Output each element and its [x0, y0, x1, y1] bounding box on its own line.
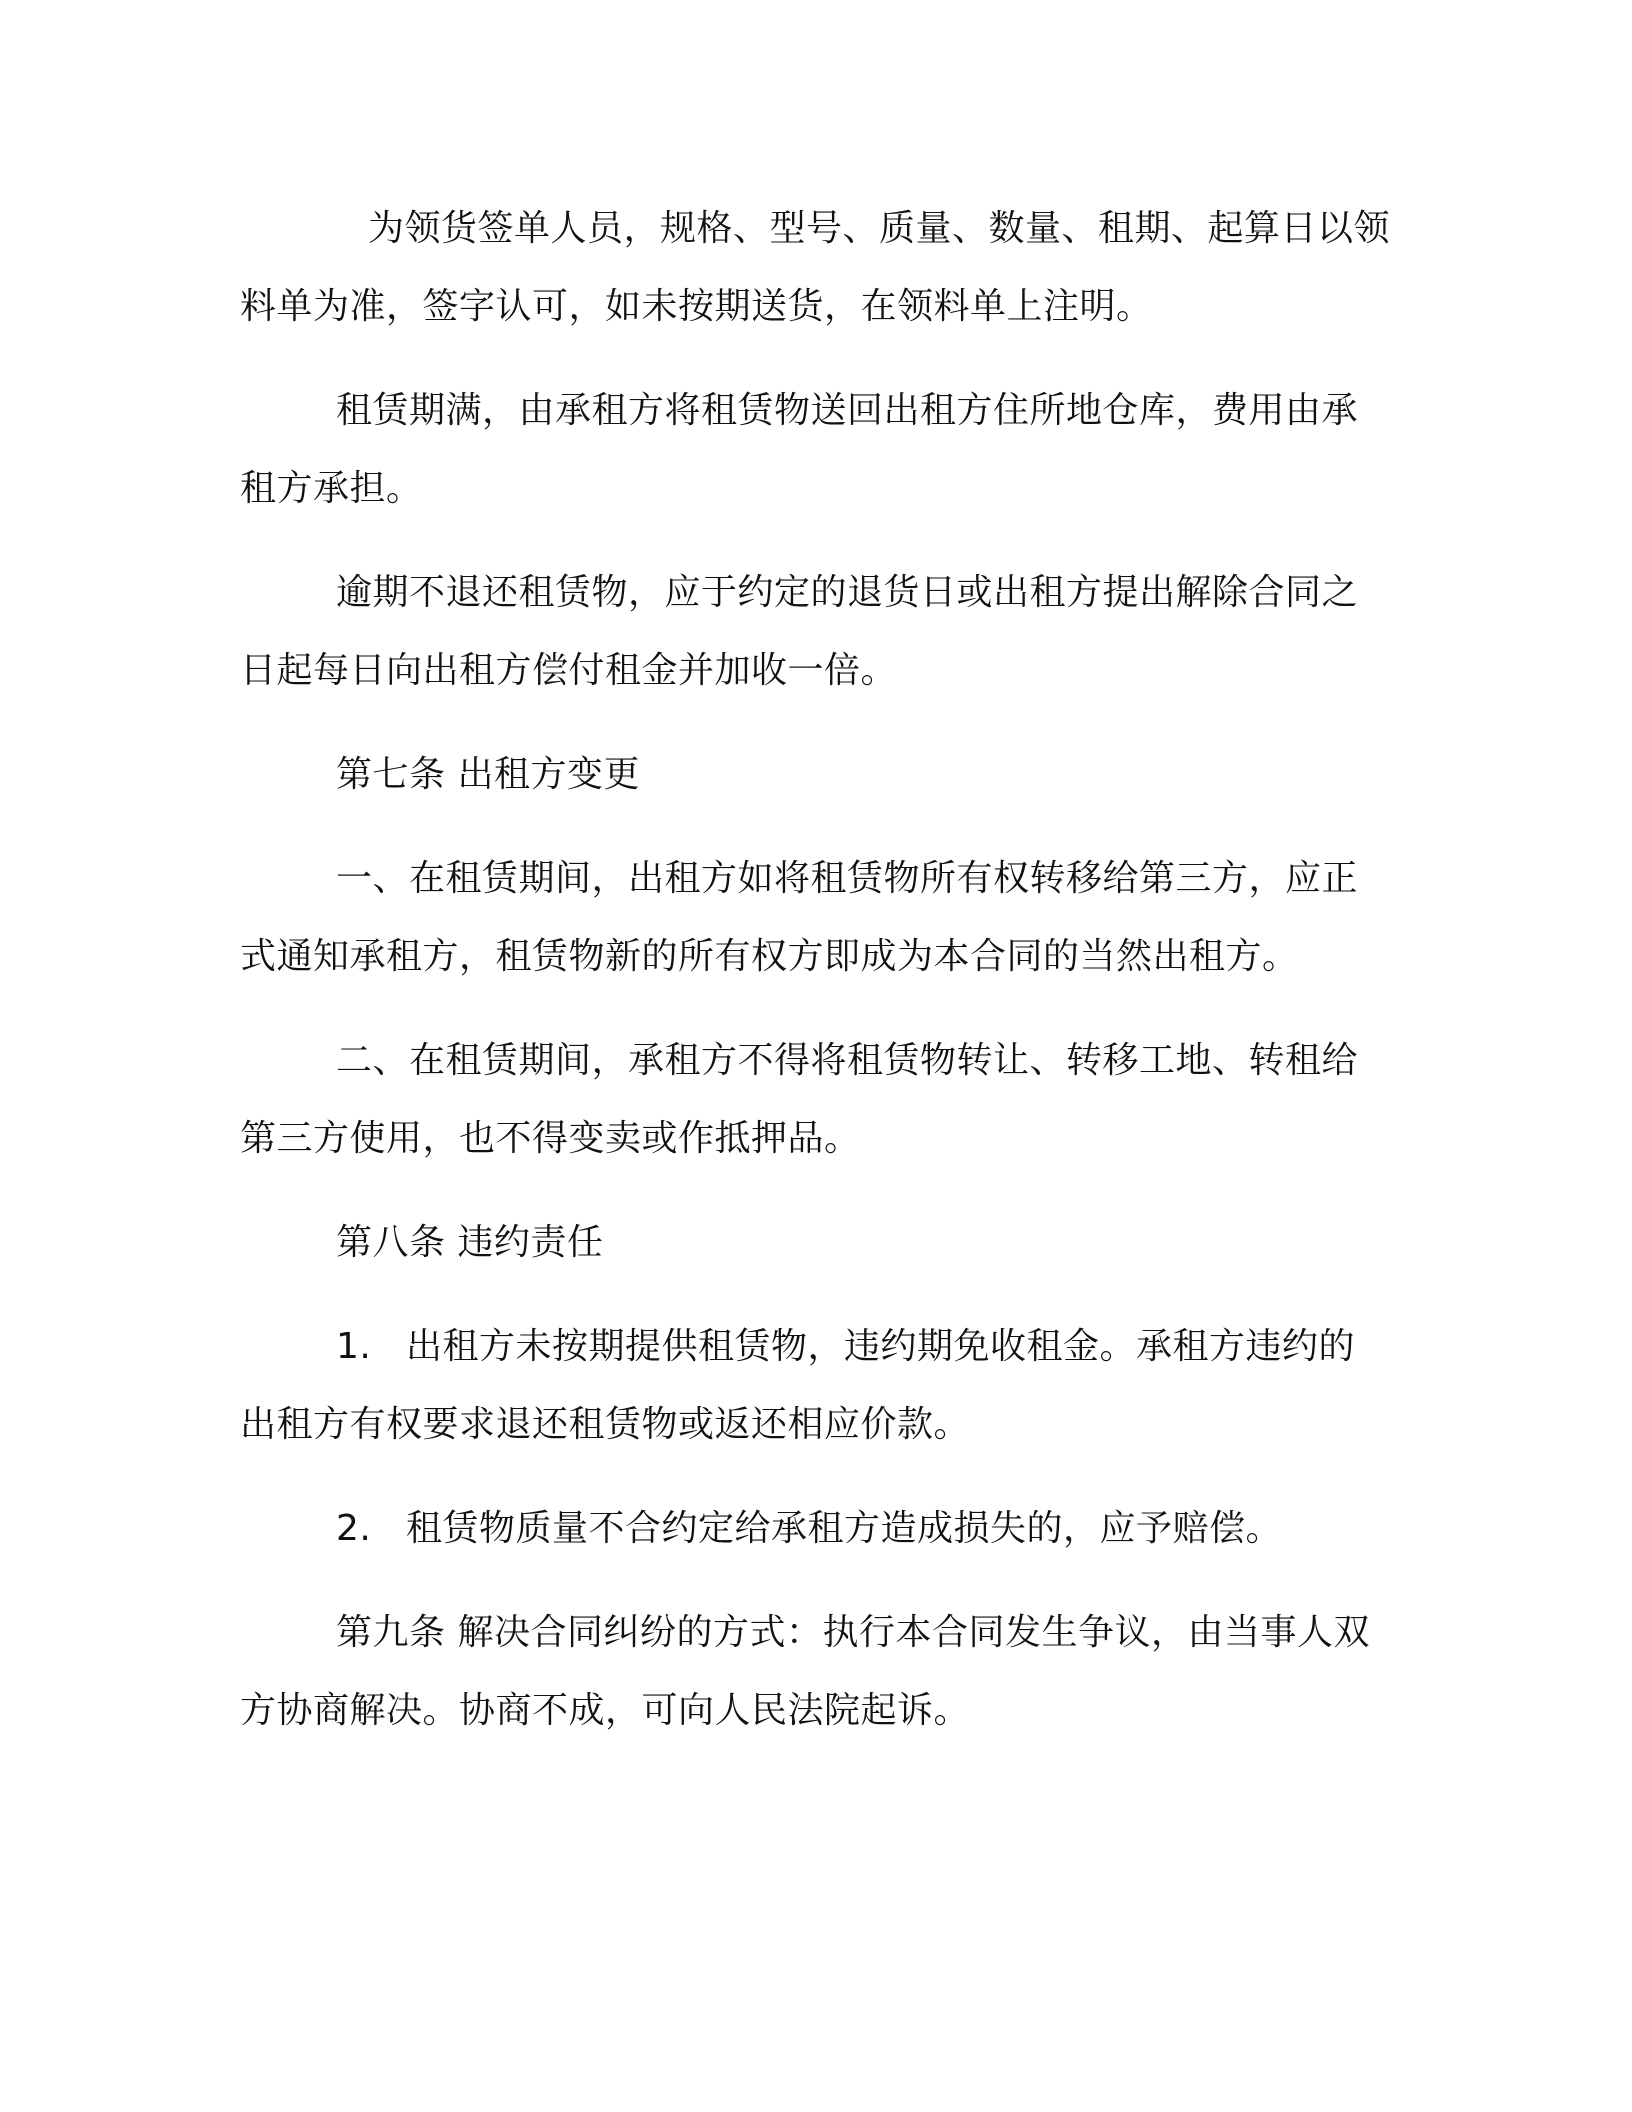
article-9-paragraph: 第九条 解决合同纠纷的方式：执行本合同发生争议，由当事人双方协商解决。协商不成，可向人民法院起诉。: [240, 1612, 1370, 1731]
paragraph-breach-1: [240, 1308, 1390, 1464]
list-number: 1.: [336, 1326, 372, 1367]
paragraph-breach-2: [240, 1490, 1390, 1568]
article-7-heading: 第七条 出租方变更: [336, 754, 640, 795]
article-8-heading: 第八条 违约责任: [336, 1222, 604, 1263]
paragraph-text: 出租方未按期提供租赁物，违约期免收租金。承租方违约的出租方有权要求退还租赁物或返还相应价款。: [240, 1326, 1356, 1445]
list-number: 2.: [336, 1508, 372, 1549]
document-page: [240, 190, 1390, 1776]
paragraph-overdue: 逾期不退还租赁物，应于约定的退货日或出租方提出解除合同之日起每日向出租方偿付租金并加收一倍。: [240, 572, 1359, 691]
paragraph-ownership-transfer: 一、在租赁期间，出租方如将租赁物所有权转移给第三方，应正式通知承租方，租赁物新的所有权方即成为本合同的当然出租方。: [240, 858, 1359, 977]
paragraph-text: 租赁物质量不合约定给承租方造成损失的，应予赔偿。: [406, 1508, 1283, 1549]
paragraph-signing: 为领货签单人员，规格、型号、质量、数量、租期、起算日以领料单为准，签字认可，如未按期送货，在领料单上注明。: [240, 208, 1391, 327]
paragraph-return-goods: 租赁期满，由承租方将租赁物送回出租方住所地仓库，费用由承租方承担。: [240, 390, 1359, 509]
paragraph-no-sublease: 二、在租赁期间，承租方不得将租赁物转让、转移工地、转租给第三方使用，也不得变卖或作抵押品。: [240, 1040, 1359, 1159]
